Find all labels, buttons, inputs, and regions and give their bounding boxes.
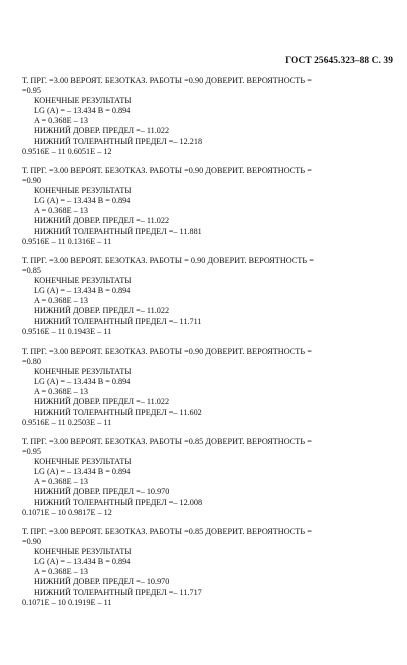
block-1-final-results: КОНЕЧНЫЕ РЕЗУЛЬТАТЫ [34,96,132,106]
block-5-confidence: =0.95 [22,447,41,457]
block-2-lower-confidence: НИЖНИЙ ДОВЕР. ПРЕДЕЛ =– 11.022 [34,216,170,226]
block-1-lower-confidence: НИЖНИЙ ДОВЕР. ПРЕДЕЛ =– 11.022 [34,126,170,136]
result-block-5 [22,437,394,518]
page-header: ГОСТ 25645.323–88 С. 39 [285,56,393,66]
block-6-confidence: =0.90 [22,537,41,547]
block-6-lower-tolerance: НИЖНИЙ ТОЛЕРАНТНЫЙ ПРЕДЕЛ =– 11.717 [34,587,202,597]
block-6-final-results: КОНЕЧНЫЕ РЕЗУЛЬТАТЫ [34,547,132,557]
block-4-confidence: =0.80 [22,357,41,367]
block-4-values: 0.9516E – 11 0.2503E – 11 [22,417,112,427]
result-block-4 [22,347,394,428]
block-2-confidence: =0.90 [22,176,41,186]
block-4-a: A = 0.368E – 13 [34,387,88,397]
result-block-2 [22,166,394,247]
block-5-values: 0.1071E – 10 0.9817E – 12 [22,507,112,517]
result-block-3 [22,256,394,337]
block-6-values: 0.1071E – 10 0.1919E – 11 [22,597,112,607]
block-4-final-results: КОНЕЧНЫЕ РЕЗУЛЬТАТЫ [34,367,132,377]
block-4-heading: Т. ПРГ. =3.00 ВЕРОЯТ. БЕЗОТКАЗ. РАБОТЫ =0.90 ДОВЕРИТ. ВЕРОЯТНОСТЬ = [22,347,312,356]
block-3-a: A = 0.368E – 13 [34,296,88,306]
block-5-a: A = 0.368E – 13 [34,477,88,487]
block-2-lg-a: LG (A) = – 13.434 B = 0.894 [34,196,131,206]
block-1-lower-tolerance: НИЖНИЙ ТОЛЕРАНТНЫЙ ПРЕДЕЛ =– 12.218 [34,136,203,146]
block-3-final-results: КОНЕЧНЫЕ РЕЗУЛЬТАТЫ [34,276,132,286]
block-1-heading: Т. ПРГ. =3.00 ВЕРОЯТ. БЕЗОТКАЗ. РАБОТЫ =0.90 ДОВЕРИТ. ВЕРОЯТНОСТЬ = [22,76,312,85]
block-2-a: A = 0.368E – 13 [34,206,88,216]
block-5-final-results: КОНЕЧНЫЕ РЕЗУЛЬТАТЫ [34,457,132,467]
block-6-lg-a: LG (A) = – 13.434 B = 0.894 [34,557,131,567]
result-block-1 [22,76,394,157]
block-4-lg-a: LG (A) = – 13.434 B = 0.894 [34,377,131,387]
block-2-final-results: КОНЕЧНЫЕ РЕЗУЛЬТАТЫ [34,186,132,196]
block-6-lower-confidence: НИЖНИЙ ДОВЕР. ПРЕДЕЛ =– 10.970 [34,577,170,587]
result-block-6 [22,527,394,608]
block-1-confidence: =0.95 [22,86,41,96]
block-5-lower-confidence: НИЖНИЙ ДОВЕР. ПРЕДЕЛ =– 10.970 [34,487,170,497]
block-3-lower-confidence: НИЖНИЙ ДОВЕР. ПРЕДЕЛ =– 11.022 [34,306,170,316]
block-3-lower-tolerance: НИЖНИЙ ТОЛЕРАНТНЫЙ ПРЕДЕЛ =– 11.711 [34,316,202,326]
block-5-lg-a: LG (A) = – 13.434 B = 0.894 [34,467,131,477]
block-2-heading: Т. ПРГ. =3.00 ВЕРОЯТ. БЕЗОТКАЗ. РАБОТЫ =0.90 ДОВЕРИТ. ВЕРОЯТНОСТЬ = [22,166,312,175]
block-4-lower-tolerance: НИЖНИЙ ТОЛЕРАНТНЫЙ ПРЕДЕЛ =– 11.602 [34,407,202,417]
block-3-values: 0.9516E – 11 0.1943E – 11 [22,326,112,336]
block-1-a: A = 0.368E – 13 [34,116,88,126]
block-6-heading: Т. ПРГ. =3.00 ВЕРОЯТ. БЕЗОТКАЗ. РАБОТЫ =0.85 ДОВЕРИТ. ВЕРОЯТНОСТЬ = [22,527,312,536]
block-6-a: A = 0.368E – 13 [34,567,88,577]
block-2-lower-tolerance: НИЖНИЙ ТОЛЕРАНТНЫЙ ПРЕДЕЛ =– 11.881 [34,226,202,236]
block-3-lg-a: LG (A) = – 13.434 B = 0.894 [34,286,131,296]
block-5-heading: Т. ПРГ. =3.00 ВЕРОЯТ. БЕЗОТКАЗ. РАБОТЫ =0.85 ДОВЕРИТ. ВЕРОЯТНОСТЬ = [22,437,312,446]
block-2-values: 0.9516E – 11 0.1316E – 11 [22,236,112,246]
block-3-heading: Т. ПРГ. =3.00 ВЕРОЯТ. БЕЗОТКАЗ. РАБОТЫ = 0.90 ДОВЕРИТ. ВЕРОЯТНОСТЬ = [22,256,314,265]
block-3-confidence: =0.85 [22,266,41,276]
block-5-lower-tolerance: НИЖНИЙ ТОЛЕРАНТНЫЙ ПРЕДЕЛ =– 12.008 [34,497,203,507]
block-4-lower-confidence: НИЖНИЙ ДОВЕР. ПРЕДЕЛ =– 11.022 [34,397,170,407]
block-1-lg-a: LG (A) = – 13.434 B = 0.894 [34,106,131,116]
block-1-values: 0.9516E – 11 0.6051E – 12 [22,146,112,156]
